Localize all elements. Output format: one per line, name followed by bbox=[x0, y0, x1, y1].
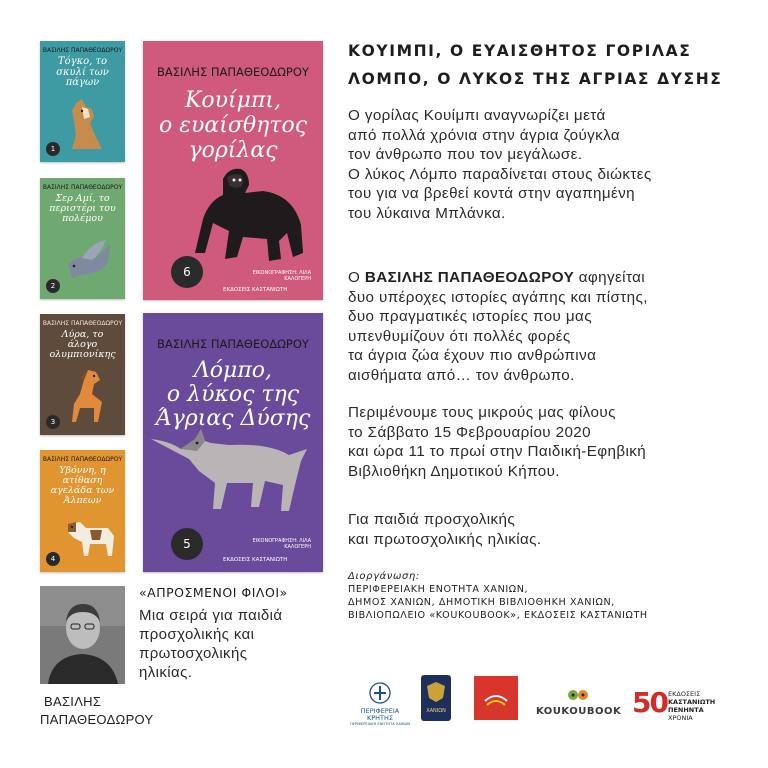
series-title: «ΑΠΡΟΣΜΕΝΟΙ ΦΙΛΟΙ» bbox=[139, 585, 288, 600]
text-line: από πολλά χρόνια στην άγρια ζούγκλα bbox=[348, 126, 621, 144]
chania-library-logo bbox=[474, 676, 518, 720]
kastaniotis-logo bbox=[632, 686, 732, 722]
cover-illustrator: ΕΙΚΟΝΟΓΡΑΦΗΣΗ: ΛΙΛΑ ΚΑΛΟΓΕΡΗ bbox=[252, 538, 311, 550]
logo-text: ΧΡΟΝΙΑ bbox=[668, 714, 693, 722]
text-line: και ώρα 11 το πρωί στην Παιδική-Εφηβική bbox=[348, 443, 647, 460]
koukoubook-logo bbox=[536, 686, 620, 717]
paragraph-audience bbox=[348, 510, 542, 549]
pigeon-illustration bbox=[62, 234, 117, 284]
crete-region-logo bbox=[348, 682, 412, 727]
series-line: πρωτοσχολικής bbox=[139, 645, 248, 662]
cover-author: ΒΑΣΙΛΗΣ ΠΑΠΑΘΕΟΔΩΡΟΥ bbox=[157, 65, 309, 79]
book-cover-yvonne bbox=[40, 450, 125, 572]
cover-title-line2: ο ευαίσθητος bbox=[158, 113, 308, 138]
author-caption bbox=[40, 693, 154, 729]
book-cover-togko bbox=[40, 41, 125, 162]
text-line: δυο πραγματικές ιστορίες που μας bbox=[348, 308, 592, 325]
text-line: Ο ΒΑΣΙΛΗΣ ΠΑΠΑΘΕΟΔΩΡΟΥ αφηγείται bbox=[348, 269, 646, 286]
text-line: δυο υπέροχες ιστορίες αγάπης και πίστης, bbox=[348, 288, 648, 306]
cover-author: ΒΑΣΙΛΗΣ ΠΑΠΑΘΕΟΔΩΡΟΥ bbox=[42, 456, 123, 463]
author-photo bbox=[40, 586, 125, 684]
series-line: προσχολικής και bbox=[139, 626, 255, 643]
text-line: τον άνθρωπο που τον μεγάλωσε. bbox=[348, 146, 583, 163]
logo-text: ΚΡΗΤΗΣ bbox=[366, 714, 394, 722]
text-line: αισθήματα από… τον άνθρωπο. bbox=[348, 366, 575, 384]
chania-municipality-logo bbox=[421, 675, 451, 721]
cover-title: Υβόννη, η ατίθαση αγελάδα των Άλπεων bbox=[50, 465, 115, 506]
text-line: τα άγρια ζώα έχουν πιο ανθρώπινα bbox=[348, 347, 597, 364]
heading-line2: ΛΟΜΠΟ, Ο ΛΥΚΟΣ ΤΗΣ ΑΓΡΙΑΣ ΔΥΣΗΣ bbox=[348, 70, 723, 88]
book-cover-ser-ami bbox=[40, 178, 125, 299]
wolf-illustration bbox=[149, 425, 319, 515]
logo-text: ΠΕΝΗΝΤΑ bbox=[668, 706, 704, 714]
organizer-line: ΒΙΒΛΙΟΠΩΛΕΙΟ «KOUKOUBOOK», ΕΚΔΟΣΕΙΣ ΚΑΣΤΑΝΙΩΤΗ bbox=[348, 610, 648, 621]
cover-author: ΒΑΣΙΛΗΣ ΠΑΠΑΘΕΟΔΩΡΟΥ bbox=[42, 47, 123, 54]
text-line: και πρωτοσχολικής ηλικίας. bbox=[348, 530, 542, 548]
author-last-name: ΠΑΠΑΘΕΟΔΩΡΟΥ bbox=[40, 712, 154, 727]
logo-text: ΕΚΔΟΣΕΙΣ bbox=[668, 690, 701, 698]
owl-icon bbox=[563, 686, 593, 702]
fifty-years-mark: 50 bbox=[632, 686, 667, 719]
paragraph-story bbox=[348, 106, 652, 223]
text-line: του λύκαινα Μπλάνκα. bbox=[348, 204, 506, 222]
cover-publisher: ΕΚΔΟΣΕΙΣ ΚΑΣΤΑΝΙΩΤΗ bbox=[223, 557, 288, 563]
cover-publisher: ΕΚΔΟΣΕΙΣ ΚΑΣΤΑΝΙΩΤΗ bbox=[223, 287, 288, 293]
text-line: το Σάββατο 15 Φεβρουαρίου 2020 bbox=[348, 423, 592, 441]
heading-line1: ΚΟΥΙΜΠΙ, Ο ΕΥΑΙΣΘΗΤΟΣ ΓΟΡΙΛΑΣ bbox=[348, 42, 692, 60]
series-line: Μια σειρά για παιδιά bbox=[139, 607, 283, 624]
book-cover-kouimpi bbox=[143, 41, 323, 300]
crest-icon bbox=[425, 680, 447, 704]
series-badge: 6 bbox=[171, 256, 203, 288]
paragraph-event bbox=[348, 403, 646, 481]
author-portrait bbox=[40, 586, 125, 684]
cow-illustration bbox=[60, 512, 120, 562]
series-badge: 5 bbox=[171, 528, 203, 560]
author-first-name: ΒΑΣΙΛΗΣ bbox=[44, 694, 102, 709]
logo-text: ΠΕΡΙΦΕΡΕΙΑ bbox=[360, 707, 400, 715]
cover-author: ΒΑΣΙΛΗΣ ΠΑΠΑΘΕΟΔΩΡΟΥ bbox=[42, 184, 123, 191]
cover-title: Τόγκο, το σκυλί των πάγων bbox=[56, 56, 109, 88]
greek-emblem-icon bbox=[369, 682, 391, 704]
series-badge: 3 bbox=[46, 415, 60, 429]
cover-title-line3: γορίλας bbox=[188, 138, 278, 163]
series-badge: 4 bbox=[46, 552, 60, 566]
dog-illustration bbox=[62, 97, 112, 152]
text-line: υπενθυμίζουν ότι πολλές φορές bbox=[348, 327, 571, 345]
logo-text: ΠΕΡΙΦΕΡΕΙΑΚΗ ΕΝΟΤΗΤΑ ΧΑΝΙΩΝ bbox=[349, 722, 411, 726]
book-cover-lyra bbox=[40, 314, 125, 435]
organizers-label: Διοργάνωση: bbox=[348, 571, 420, 582]
organizer-line: ΠΕΡΙΦΕΡΕΙΑΚΗ ΕΝΟΤΗΤΑ ΧΑΝΙΩΝ, bbox=[348, 584, 529, 595]
cover-title-line2: ο λύκος της bbox=[166, 382, 300, 407]
cover-title-line1: Λόμπο, bbox=[193, 358, 273, 383]
text-line: Ο λύκος Λόμπο παραδίνεται στους διώκτες bbox=[348, 165, 652, 183]
organizer-line: ΔΗΜΟΣ ΧΑΝΙΩΝ, ΔΗΜΟΤΙΚΗ ΒΙΒΛΙΟΘΗΚΗ ΧΑΝΙΩΝ, bbox=[348, 597, 615, 608]
text-line: Βιβλιοθήκη Δημοτικού Κήπου. bbox=[348, 462, 560, 480]
cover-illustrator: ΕΙΚΟΝΟΓΡΑΦΗΣΗ: ΛΙΛΑ ΚΑΛΟΓΕΡΗ bbox=[252, 270, 311, 282]
gorilla-illustration bbox=[183, 161, 313, 266]
author-name-bold: ΒΑΣΙΛΗΣ ΠΑΠΑΘΕΟΔΩΡΟΥ bbox=[364, 269, 575, 286]
cover-title: Λύρα, το άλογο ολυμπιονίκης bbox=[49, 329, 116, 360]
cover-author: ΒΑΣΙΛΗΣ ΠΑΠΑΘΕΟΔΩΡΟΥ bbox=[157, 337, 309, 351]
paragraph-author bbox=[348, 268, 648, 385]
logo-text: KOUKOUBOOK bbox=[536, 706, 622, 717]
text-line: του για να βρεθεί κοντά στην αγαπημένη bbox=[348, 185, 635, 202]
horse-illustration bbox=[58, 366, 113, 426]
series-description bbox=[139, 606, 282, 682]
text-line: Για παιδιά προσχολικής bbox=[348, 511, 516, 528]
cover-title-line1: Κουίμπι, bbox=[184, 88, 282, 113]
text-line: Περιμένουμε τους μικρούς μας φίλους bbox=[348, 404, 616, 421]
cover-title-line3: Άγριας Δύσης bbox=[155, 406, 311, 431]
text-line: Ο γορίλας Κουίμπι αναγνωρίζει μετά bbox=[348, 107, 606, 124]
logo-text: ΧΑΝΙΩΝ bbox=[426, 708, 446, 714]
series-badge: 2 bbox=[46, 279, 60, 293]
cover-author: ΒΑΣΙΛΗΣ ΠΑΠΑΘΕΟΔΩΡΟΥ bbox=[42, 320, 123, 327]
series-badge: 1 bbox=[46, 142, 60, 156]
organizers bbox=[348, 570, 648, 622]
series-line: ηλικίας. bbox=[139, 664, 193, 681]
book-stack-icon bbox=[481, 683, 511, 713]
logo-text: ΚΑΣΤΑΝΙΩΤΗ bbox=[668, 698, 716, 706]
book-cover-lompo bbox=[143, 313, 323, 572]
cover-title: Σερ Αμί, το περιστέρι του πολέμου bbox=[49, 193, 116, 224]
